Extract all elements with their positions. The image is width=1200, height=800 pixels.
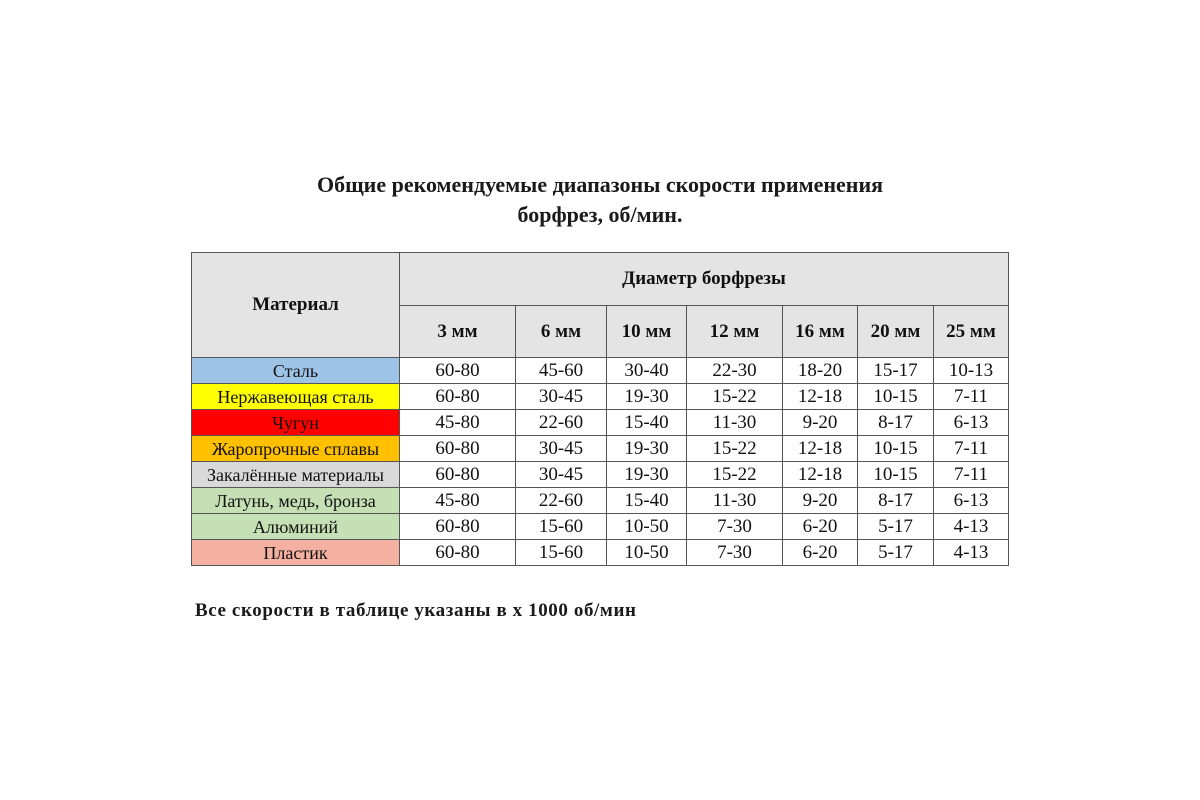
speed-cell: 60-80: [400, 358, 516, 384]
speed-cell: 22-60: [516, 488, 607, 514]
material-cell: Латунь, медь, бронза: [192, 488, 400, 514]
size-header-3mm: 3 мм: [400, 306, 516, 358]
table-row: [192, 540, 1009, 566]
speed-cell: 22-60: [516, 410, 607, 436]
speed-cell: 18-20: [783, 358, 858, 384]
material-cell: Жаропрочные сплавы: [192, 436, 400, 462]
speed-cell: 19-30: [607, 462, 687, 488]
speed-cell: 10-13: [934, 358, 1009, 384]
speed-cell: 7-11: [934, 436, 1009, 462]
speed-cell: 7-11: [934, 462, 1009, 488]
speed-cell: 10-15: [858, 462, 934, 488]
diameter-header: Диаметр борфрезы: [400, 253, 1009, 306]
speed-cell: 60-80: [400, 462, 516, 488]
footnote: Все скорости в таблице указаны в х 1000 об/мин: [195, 600, 637, 621]
size-header-12mm: 12 мм: [687, 306, 783, 358]
speed-cell: 60-80: [400, 514, 516, 540]
speed-cell: 5-17: [858, 514, 934, 540]
speed-cell: 15-22: [687, 462, 783, 488]
speed-cell: 10-50: [607, 514, 687, 540]
speed-cell: 7-30: [687, 540, 783, 566]
material-cell: Сталь: [192, 358, 400, 384]
speed-cell: 15-22: [687, 436, 783, 462]
speed-cell: 15-60: [516, 514, 607, 540]
speed-cell: 45-60: [516, 358, 607, 384]
speed-cell: 45-80: [400, 410, 516, 436]
speed-cell: 10-15: [858, 384, 934, 410]
speed-cell: 30-45: [516, 436, 607, 462]
speed-cell: 10-50: [607, 540, 687, 566]
speed-cell: 12-18: [783, 462, 858, 488]
speed-cell: 9-20: [783, 410, 858, 436]
speed-table: [191, 252, 1009, 566]
table-row: [192, 410, 1009, 436]
size-header-25mm: 25 мм: [934, 306, 1009, 358]
speed-cell: 19-30: [607, 384, 687, 410]
table-row: [192, 488, 1009, 514]
speed-cell: 15-17: [858, 358, 934, 384]
speed-cell: 12-18: [783, 384, 858, 410]
size-header-16mm: 16 мм: [783, 306, 858, 358]
material-cell: Чугун: [192, 410, 400, 436]
material-cell: Алюминий: [192, 514, 400, 540]
table-body: [192, 358, 1009, 566]
speed-cell: 10-15: [858, 436, 934, 462]
speed-cell: 30-45: [516, 462, 607, 488]
document-title: [0, 170, 1200, 230]
speed-cell: 6-20: [783, 514, 858, 540]
speed-cell: 8-17: [858, 488, 934, 514]
table-row: [192, 462, 1009, 488]
speed-cell: 6-13: [934, 410, 1009, 436]
size-header-20mm: 20 мм: [858, 306, 934, 358]
speed-cell: 12-18: [783, 436, 858, 462]
speed-cell: 6-13: [934, 488, 1009, 514]
speed-cell: 7-11: [934, 384, 1009, 410]
speed-cell: 7-30: [687, 514, 783, 540]
speed-cell: 6-20: [783, 540, 858, 566]
speed-cell: 15-22: [687, 384, 783, 410]
material-column-header: Материал: [192, 253, 400, 358]
speed-cell: 60-80: [400, 540, 516, 566]
speed-cell: 60-80: [400, 384, 516, 410]
speed-cell: 45-80: [400, 488, 516, 514]
speed-cell: 5-17: [858, 540, 934, 566]
speed-cell: 30-45: [516, 384, 607, 410]
speed-cell: 30-40: [607, 358, 687, 384]
speed-cell: 4-13: [934, 540, 1009, 566]
size-header-10mm: 10 мм: [607, 306, 687, 358]
material-cell: Нержавеющая сталь: [192, 384, 400, 410]
speed-cell: 9-20: [783, 488, 858, 514]
speed-cell: 60-80: [400, 436, 516, 462]
speed-cell: 11-30: [687, 488, 783, 514]
speed-cell: 15-60: [516, 540, 607, 566]
speed-cell: 19-30: [607, 436, 687, 462]
size-header-6mm: 6 мм: [516, 306, 607, 358]
speed-cell: 22-30: [687, 358, 783, 384]
material-cell: Пластик: [192, 540, 400, 566]
title-line-1: Общие рекомендуемые диапазоны скорости применения: [316, 172, 884, 197]
speed-cell: 15-40: [607, 410, 687, 436]
material-cell: Закалённые материалы: [192, 462, 400, 488]
speed-cell: 11-30: [687, 410, 783, 436]
table-row: [192, 436, 1009, 462]
title-line-2: борфрез, об/мин.: [517, 202, 683, 227]
speed-cell: 4-13: [934, 514, 1009, 540]
speed-cell: 15-40: [607, 488, 687, 514]
table-row: [192, 514, 1009, 540]
table-row: [192, 358, 1009, 384]
speed-cell: 8-17: [858, 410, 934, 436]
table-row: [192, 384, 1009, 410]
